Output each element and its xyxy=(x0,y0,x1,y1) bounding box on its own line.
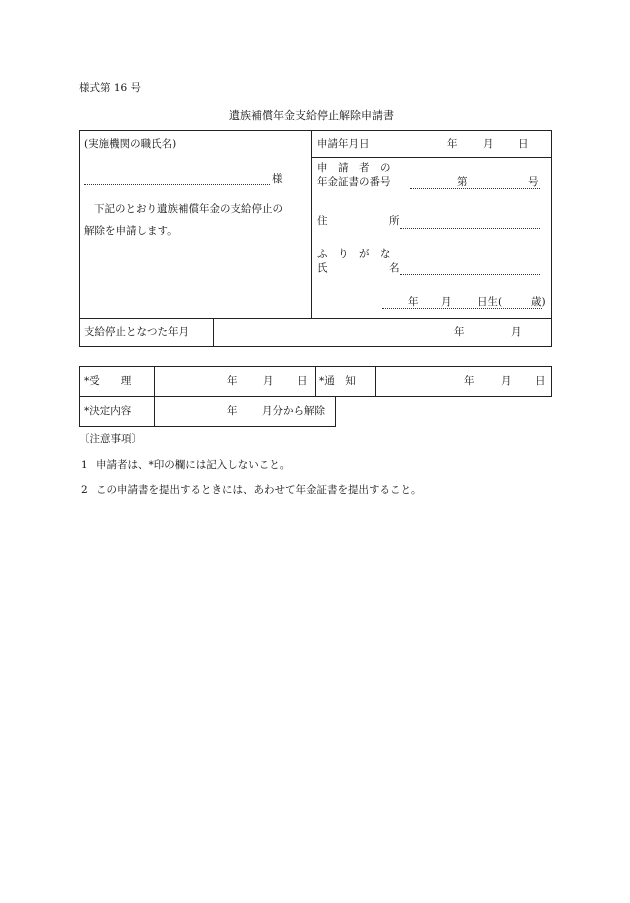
cert-label-line1: 申 請 者 の xyxy=(317,162,391,174)
table-divider xyxy=(213,318,214,347)
address-label-1: 住 xyxy=(317,215,328,227)
notice-year: 年 xyxy=(464,375,475,387)
honorific: 様 xyxy=(272,173,283,185)
suspension-label: 支給停止となつた年月 xyxy=(84,326,189,338)
request-text-line2: 解除を申請します。 xyxy=(84,225,178,237)
address-line[interactable] xyxy=(400,228,540,229)
furigana-label: ふ り が な xyxy=(317,248,391,260)
suspension-year: 年 xyxy=(454,326,465,338)
application-month: 月 xyxy=(483,138,494,150)
note-text: 申請者は、*印の欄には記入しないこと。 xyxy=(96,459,291,471)
received-day: 日 xyxy=(297,375,308,387)
cert-number-line[interactable] xyxy=(410,188,540,189)
table-divider xyxy=(311,157,552,158)
received-month: 月 xyxy=(263,375,274,387)
cert-go: 号 xyxy=(528,176,539,188)
table-divider xyxy=(311,130,312,318)
table-divider xyxy=(375,366,376,397)
application-year: 年 xyxy=(447,138,458,150)
received-label: *受 理 xyxy=(84,375,132,387)
birth-day: 日生( xyxy=(477,296,503,308)
application-day: 日 xyxy=(518,138,529,150)
name-label-1: 氏 xyxy=(317,262,328,274)
application-table xyxy=(79,130,552,347)
application-date-label: 申請年月日 xyxy=(317,138,370,150)
form-number: 様式第 16 号 xyxy=(79,82,142,94)
address-label-2: 所 xyxy=(389,215,400,227)
notes-heading: 〔注意事項〕 xyxy=(79,433,142,445)
birth-year: 年 xyxy=(408,296,419,308)
recipient-line[interactable] xyxy=(84,184,270,185)
age-close: 歳) xyxy=(531,296,546,308)
table-divider xyxy=(79,318,552,319)
decision-suffix: 月分から解除 xyxy=(262,405,325,417)
notice-day: 日 xyxy=(535,375,546,387)
notice-month: 月 xyxy=(501,375,512,387)
cert-label-line2: 年金証書の番号 xyxy=(317,176,391,188)
decision-year: 年 xyxy=(227,405,238,417)
note-number: 2 xyxy=(81,484,88,496)
name-label-2: 名 xyxy=(389,262,400,274)
suspension-month: 月 xyxy=(511,326,522,338)
note-number: 1 xyxy=(81,459,88,471)
form-title: 遺族補償年金支給停止解除申請書 xyxy=(229,109,394,122)
request-text-line1: 下記のとおり遺族補償年金の支給停止の xyxy=(94,203,283,215)
birth-month: 月 xyxy=(441,296,452,308)
recipient-label: (実施機関の職氏名) xyxy=(84,138,177,150)
notice-label: *通 知 xyxy=(319,375,356,387)
name-line[interactable] xyxy=(400,274,540,275)
received-year: 年 xyxy=(227,375,238,387)
birthdate-line[interactable] xyxy=(382,308,542,309)
note-text: この申請書を提出するときには、あわせて年金証書を提出すること。 xyxy=(96,484,422,496)
cert-dai: 第 xyxy=(457,176,468,188)
decision-label: *決定内容 xyxy=(84,405,132,417)
table-divider xyxy=(315,366,316,397)
